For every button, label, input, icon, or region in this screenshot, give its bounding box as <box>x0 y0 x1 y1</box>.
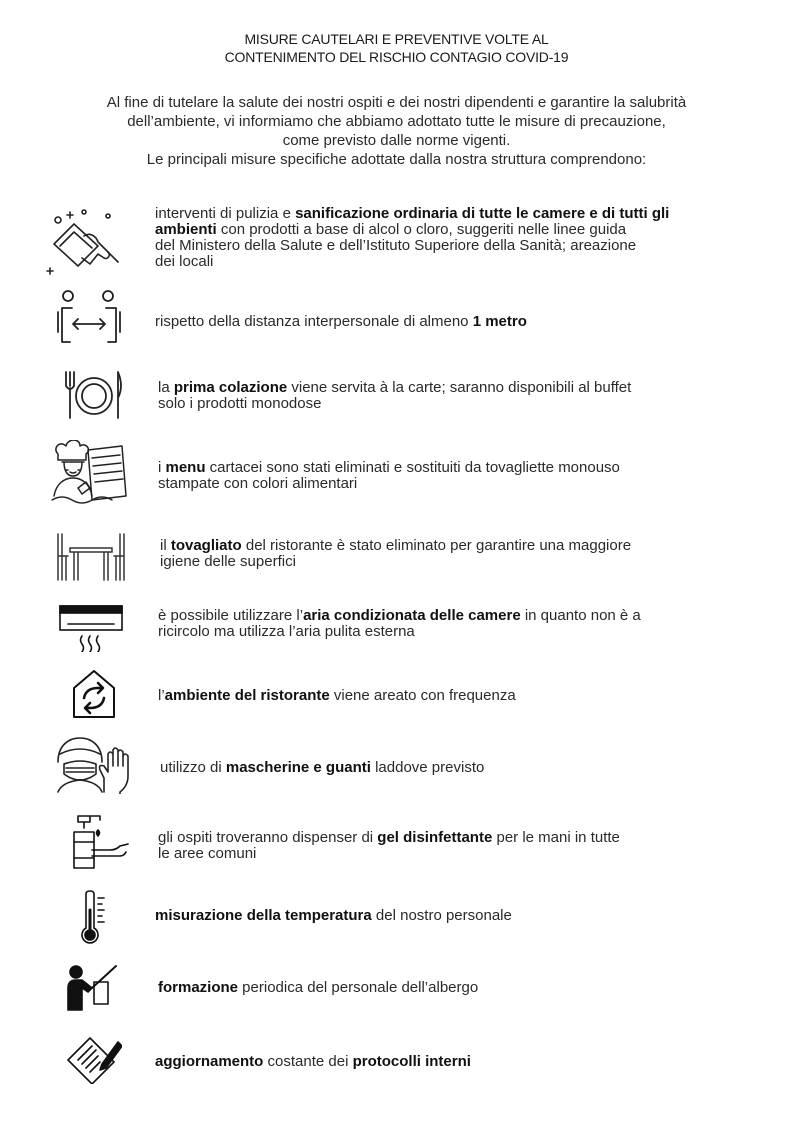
ventilation-house-icon <box>70 668 118 720</box>
page-title <box>0 30 793 66</box>
intro-line: Le principali misure specifiche adottate dalla nostra struttura comprendono: <box>146 151 647 168</box>
table-chairs-icon <box>56 530 126 584</box>
air-conditioner-icon <box>58 604 124 652</box>
training-icon <box>66 964 122 1012</box>
measure-text: la prima colazione viene servita à la carte; saranno disponibili al buffet solo i prodotti monodose <box>158 379 632 412</box>
measure-text: formazione periodica del personale dell’albergo <box>158 979 479 996</box>
measure-text: è possibile utilizzare l’aria condizionata delle camere in quanto non è a ricircolo ma utilizza l’aria pulita esterna <box>158 607 641 640</box>
title-line: MISURE CAUTELARI E PREVENTIVE VOLTE AL <box>244 31 549 47</box>
social-distance-icon <box>54 288 124 348</box>
intro-line: come previsto dalle norme vigenti. <box>282 132 511 149</box>
cleaning-icon <box>44 206 124 276</box>
thermometer-icon <box>80 890 110 946</box>
mask-gloves-icon <box>52 734 136 794</box>
title-line: CONTENIMENTO DEL RISCHIO CONTAGIO COVID-19 <box>224 49 569 65</box>
intro-paragraph <box>40 93 753 169</box>
sanitizer-dispenser-icon <box>70 814 130 870</box>
measure-text: rispetto della distanza interpersonale di almeno 1 metro <box>155 313 527 330</box>
measure-text: utilizzo di mascherine e guanti laddove previsto <box>160 759 485 776</box>
measure-text: aggiornamento costante dei protocolli interni <box>155 1053 471 1070</box>
intro-line: Al fine di tutelare la salute dei nostri ospiti e dei nostri dipendenti e garantire la salubrità <box>106 94 687 111</box>
plate-cutlery-icon <box>62 370 126 422</box>
intro-line: dell’ambiente, vi informiamo che abbiamo adottato tutte le misure di precauzione, <box>127 113 666 130</box>
measure-text: l’ambiente del ristorante viene areato con frequenza <box>158 687 516 704</box>
measure-text: interventi di pulizia e sanificazione ordinaria di tutte le camere e di tutti gli ambienti con prodotti a base di alcol o cloro, suggeriti nelle linee guida del Ministero della Salute e dell’Istituto Superiore della Sanità; areazione dei locali <box>155 205 670 270</box>
document-pen-icon <box>66 1034 122 1084</box>
chef-menu-icon <box>48 440 132 510</box>
measure-text: i menu cartacei sono stati eliminati e sostituiti da tovagliette monouso stampate con colori alimentari <box>158 459 620 492</box>
measure-text: il tovagliato del ristorante è stato eliminato per garantire una maggiore igiene delle superfici <box>160 537 632 570</box>
measure-text: misurazione della temperatura del nostro personale <box>155 907 512 924</box>
measure-text: gli ospiti troveranno dispenser di gel disinfettante per le mani in tutte le aree comuni <box>158 829 620 862</box>
